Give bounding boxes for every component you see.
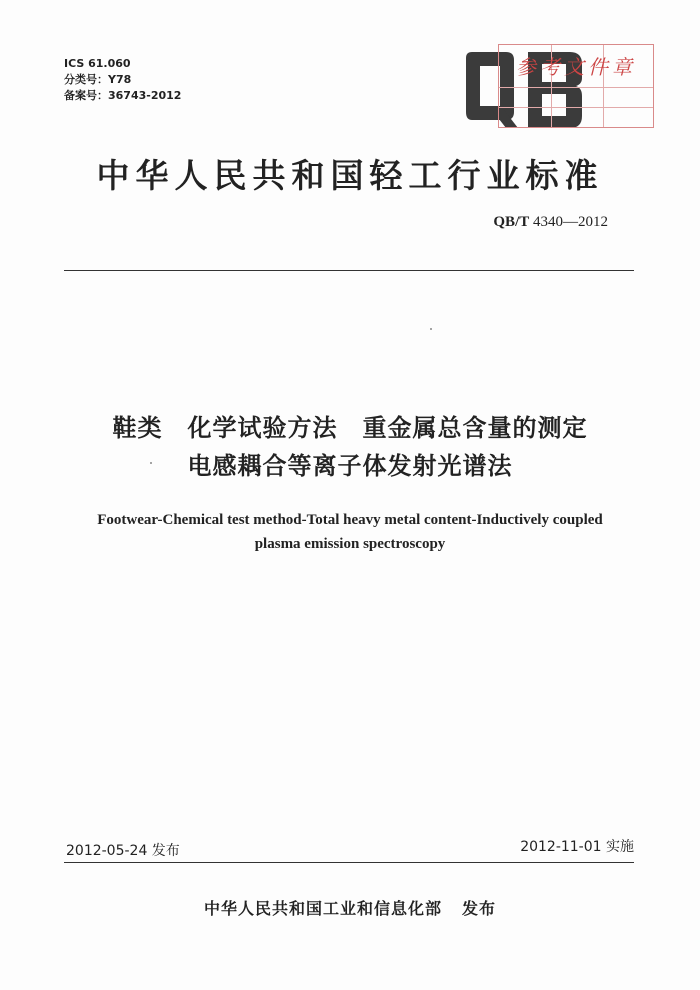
footer-divider xyxy=(64,862,634,863)
issue-date: 2012-05-24 发布 xyxy=(66,843,180,859)
ics-code: ICS 61.060 xyxy=(64,57,131,70)
standard-code: QB/T xyxy=(493,214,530,230)
document-meta xyxy=(64,56,181,104)
header-divider xyxy=(64,270,634,271)
chinese-title-line-1: 鞋类 化学试验方法 重金属总含量的测定 xyxy=(112,414,588,442)
chinese-title-line-2: 电感耦合等离子体发射光谱法 xyxy=(187,452,513,480)
reference-stamp xyxy=(498,44,654,128)
publisher-name: 中华人民共和国工业和信息化部 xyxy=(203,899,442,918)
standard-category-title: 中华人民共和国轻工行业标准 xyxy=(96,156,604,195)
standard-number-value: 4340—2012 xyxy=(533,214,608,230)
implementation-date: 2012-11-01 实施 xyxy=(520,839,634,855)
publish-action: 发布 xyxy=(462,899,497,918)
english-title-line-2: plasma emission spectroscopy xyxy=(254,536,446,552)
stamp-label: 参考文件章 xyxy=(516,55,636,79)
publisher-line xyxy=(0,896,700,919)
classification-number: 分类号：Y78 xyxy=(64,73,132,86)
record-number: 备案号：36743-2012 xyxy=(64,89,182,102)
scan-speck xyxy=(430,328,432,330)
english-title-line-1: Footwear-Chemical test method-Total heavy metal content-Inductively coupled xyxy=(97,512,603,528)
standard-number xyxy=(493,214,608,231)
